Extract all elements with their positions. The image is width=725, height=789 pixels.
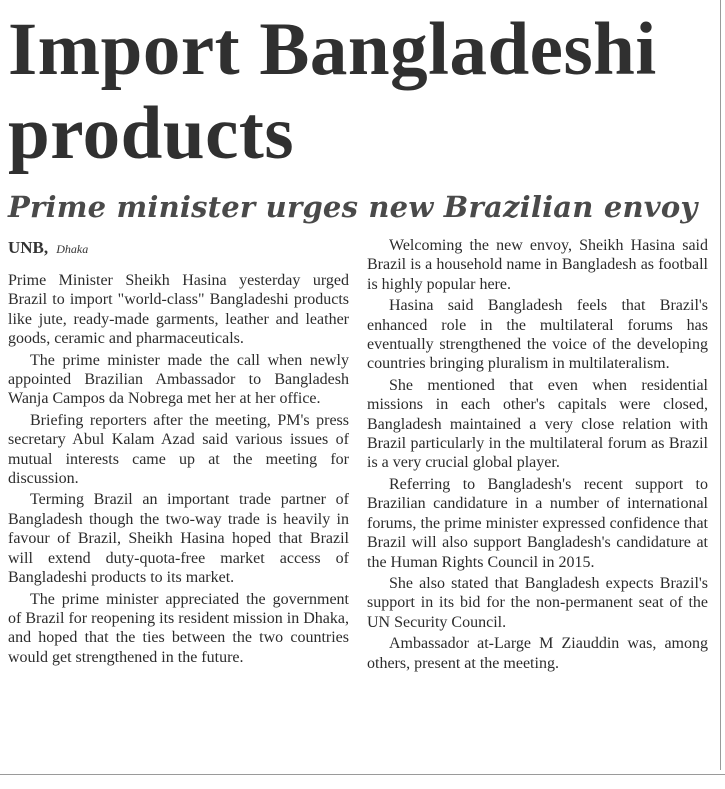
byline [8,237,88,259]
paragraph: Terming Brazil an important trade partner of Bangladesh though the two-way trade is heavily in favour of Brazil, Sheikh Hasina hoped that Brazil will extend duty-quota-free market access of Bangladeshi products to its market. [8,491,349,587]
byline-place: Dhaka [56,242,89,256]
paragraph: The prime minister made the call when newly appointed Brazilian Ambassador to Bangladesh Wanja Campos da Nobrega met her at her office. [8,351,349,408]
column-rule-right [720,0,721,770]
paragraph: The prime minister appreciated the government of Brazil for reopening its resident mission in Dhaka, and hoped that the ties between the two countries would get strengthened in the future. [8,590,349,666]
headline: Import Bangladeshi products [8,8,657,175]
paragraph: Hasina said Bangladesh feels that Brazil's enhanced role in the multilateral forums has eventually strengthened the voice of the developing countries bringing pluralism in multilateralism. [367,297,708,373]
paragraph: She also stated that Bangladesh expects Brazil's support in its bid for the non-permanent seat of the UN Security Council. [367,574,708,631]
paragraph: Ambassador at-Large M Ziauddin was, among others, present at the meeting. [367,635,708,672]
article-column-left [8,271,349,669]
paragraph: Prime Minister Sheikh Hasina yesterday urged Brazil to import "world-class" Bangladeshi products like jute, ready-made garments, leather and leather goods, ceramic and pharmaceuticals. [8,272,349,348]
bottom-rule [0,774,725,775]
byline-agency: UNB, [8,238,49,257]
paragraph: Briefing reporters after the meeting, PM's press secretary Abul Kalam Azad said various issues of mutual interests came up at the meeting for discussion. [8,411,349,488]
paragraph: She mentioned that even when residential missions in each other's capitals were closed, Bangladesh maintained a very close relation with Brazil particularly in the multilateral forum as Brazil is a very crucial global player. [367,376,708,472]
paragraph: Welcoming the new envoy, Sheikh Hasina said Brazil is a household name in Bangladesh as football is highly popular here. [367,237,708,293]
article-column-right [367,236,708,675]
paragraph: Referring to Bangladesh's recent support to Brazilian candidature in a number of international forums, the prime minister expressed confidence that Brazil will also support Bangladesh's candidature at the Human Rights Council in 2015. [367,475,708,571]
subheadline: Prime minister urges new Brazilian envoy [8,190,698,224]
